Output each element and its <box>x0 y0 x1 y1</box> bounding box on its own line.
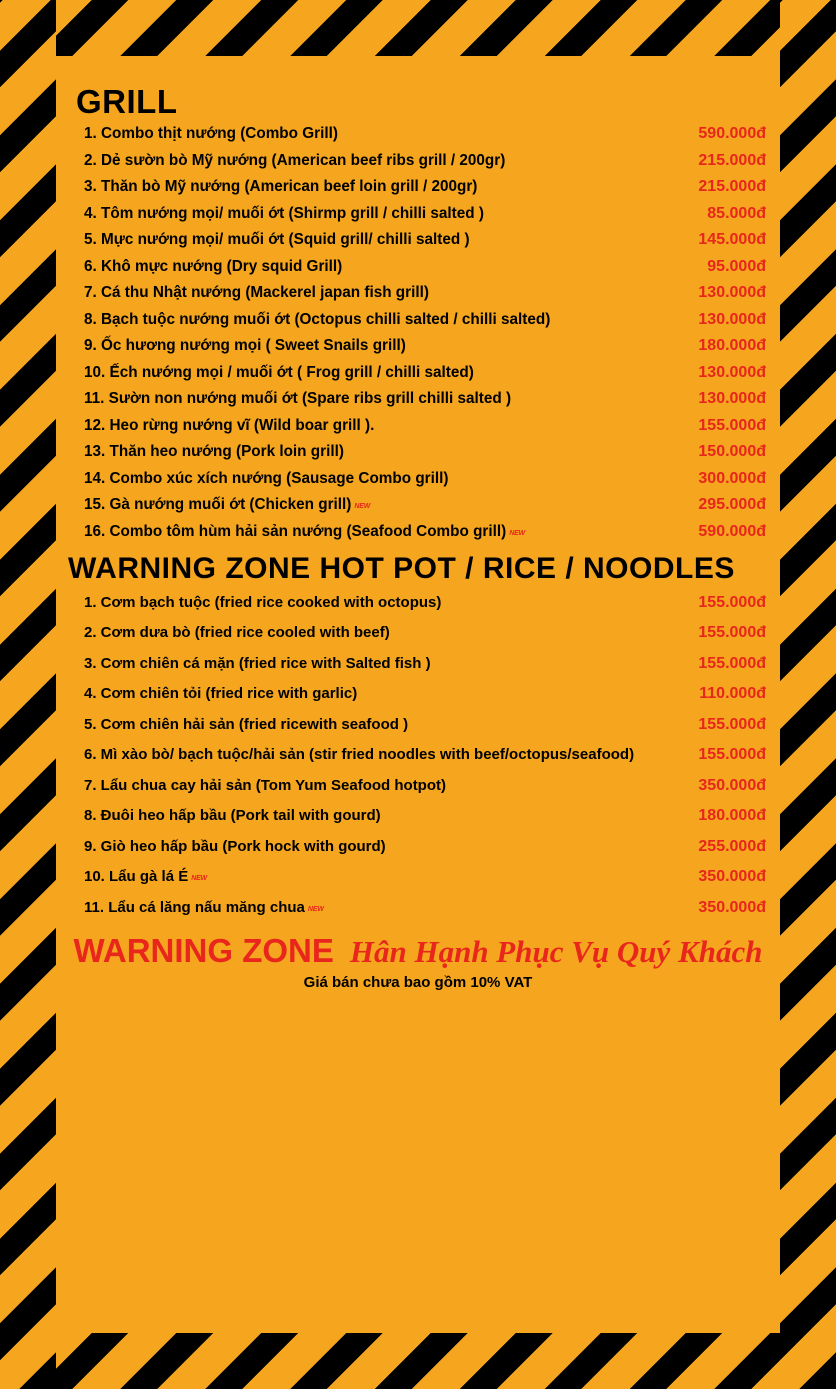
menu-item-name <box>84 497 370 512</box>
menu-item-name: 2. Cơm dưa bò (fried rice cooled with beef) <box>84 624 390 642</box>
menu-item <box>66 418 770 434</box>
menu-item <box>66 839 770 855</box>
menu-item-name: 5. Mực nướng mọi/ muối ớt (Squid grill/ chilli salted ) <box>84 231 470 249</box>
menu-item <box>66 471 770 487</box>
menu-item-label: 15. Gà nướng muối ớt (Chicken grill) <box>84 496 352 514</box>
section-title-hotpot: WARNING ZONE HOT POT / RICE / NOODLES <box>68 551 735 585</box>
menu-item-name: 4. Cơm chiên tỏi (fried rice with garlic) <box>84 685 358 703</box>
menu-item <box>66 869 770 885</box>
menu-item-price: 130.000đ <box>698 310 766 328</box>
menu-item <box>66 625 770 641</box>
new-badge: NEW <box>307 905 324 913</box>
section-title-grill: GRILL <box>76 83 178 120</box>
new-badge: NEW <box>354 503 371 511</box>
menu-item-price: 180.000đ <box>698 337 766 355</box>
hazard-stripe-left <box>0 0 56 1389</box>
menu-item <box>66 524 770 540</box>
menu-item-price: 150.000đ <box>698 443 766 461</box>
menu-item-price: 350.000đ <box>698 898 766 916</box>
hotpot-item-list <box>66 595 770 916</box>
menu-item-name: 8. Bạch tuộc nướng muối ớt (Octopus chilli salted / chilli salted) <box>84 310 551 328</box>
menu-item-price: 350.000đ <box>698 868 766 886</box>
brand-name: WARNING ZONE <box>73 931 334 969</box>
menu-item-name: 8. Đuôi heo hấp bầu (Pork tail with gourd) <box>84 807 381 825</box>
menu-item-price: 155.000đ <box>698 624 766 642</box>
menu-item <box>66 778 770 794</box>
menu-item-price: 155.000đ <box>698 715 766 733</box>
menu-item-label: 10. Lẩu gà lá É <box>84 868 189 886</box>
menu-item-price: 155.000đ <box>698 416 766 434</box>
menu-item-name: 13. Thăn heo nướng (Pork loin grill) <box>84 443 344 461</box>
menu-item-name: 9. Ốc hương nướng mọi ( Sweet Snails grill) <box>84 337 406 355</box>
menu-item <box>66 206 770 222</box>
menu-item-price: 300.000đ <box>698 469 766 487</box>
hazard-stripe-right <box>780 0 836 1389</box>
menu-item-name: 12. Heo rừng nướng vĩ (Wild boar grill ). <box>84 416 375 434</box>
menu-item-price: 85.000đ <box>707 204 766 222</box>
menu-item-name: 11. Sườn non nướng muối ớt (Spare ribs grill chilli salted ) <box>84 390 512 408</box>
menu-item-price: 130.000đ <box>698 284 766 302</box>
menu-item-price: 145.000đ <box>698 231 766 249</box>
menu-item <box>66 285 770 301</box>
menu-item-name: 10. Ếch nướng mọi / muối ớt ( Frog grill / chilli salted) <box>84 363 474 381</box>
menu-item-name: 3. Thăn bò Mỹ nướng (American beef loin grill / 200gr) <box>84 178 478 196</box>
menu-item-price: 130.000đ <box>698 390 766 408</box>
menu-item-name: 1. Cơm bạch tuộc (fried rice cooked with octopus) <box>84 593 442 611</box>
menu-item-name <box>84 869 207 884</box>
new-badge: NEW <box>191 875 207 883</box>
menu-item <box>66 808 770 824</box>
menu-item-name: 6. Mì xào bò/ bạch tuộc/hải sản (stir fried noodles with beef/octopus/seafood) <box>84 746 635 764</box>
menu-item-price: 110.000đ <box>699 685 766 703</box>
menu-content <box>56 56 780 1333</box>
menu-item <box>66 656 770 672</box>
menu-item <box>66 717 770 733</box>
menu-item-price: 590.000đ <box>698 125 766 143</box>
brand-slogan: Hân Hạnh Phục Vụ Quý Khách <box>349 933 763 969</box>
menu-footer <box>66 932 770 991</box>
menu-item-name <box>84 900 324 915</box>
menu-item <box>66 312 770 328</box>
menu-item-name: 4. Tôm nướng mọi/ muối ớt (Shirmp grill / chilli salted ) <box>84 204 484 222</box>
menu-item-name: 6. Khô mực nướng (Dry squid Grill) <box>84 257 343 275</box>
menu-item-price: 350.000đ <box>698 776 766 794</box>
menu-item-price: 95.000đ <box>707 257 766 275</box>
menu-item <box>66 900 770 916</box>
menu-item-label: 16. Combo tôm hùm hải sản nướng (Seafood Combo grill) <box>84 522 507 540</box>
menu-item <box>66 153 770 169</box>
menu-item-price: 295.000đ <box>698 496 766 514</box>
menu-item-name: 1. Combo thịt nướng (Combo Grill) <box>84 125 338 143</box>
menu-item-name: 7. Lẩu chua cay hải sản (Tom Yum Seafood hotpot) <box>84 776 446 794</box>
menu-item-price: 255.000đ <box>698 837 766 855</box>
hazard-stripe-top <box>0 0 836 56</box>
menu-item <box>66 179 770 195</box>
menu-item-name: 9. Giò heo hấp bầu (Pork hock with gourd) <box>84 837 386 855</box>
hazard-stripe-bottom <box>0 1333 836 1389</box>
menu-item-name: 7. Cá thu Nhật nướng (Mackerel japan fish grill) <box>84 284 429 302</box>
menu-item-price: 155.000đ <box>698 593 766 611</box>
grill-item-list <box>66 126 770 540</box>
menu-item-label: 11. Lẩu cá lăng nấu măng chua <box>84 898 305 916</box>
menu-item-price: 180.000đ <box>698 807 766 825</box>
footer-headline <box>66 932 770 970</box>
menu-item-price: 590.000đ <box>698 522 766 540</box>
menu-item-name: 14. Combo xúc xích nướng (Sausage Combo grill) <box>84 469 449 487</box>
menu-item-price: 130.000đ <box>698 363 766 381</box>
menu-item <box>66 747 770 763</box>
vat-note: Giá bán chưa bao gồm 10% VAT <box>303 973 533 991</box>
menu-item-name: 3. Cơm chiên cá mặn (fried rice with Salted fish ) <box>84 654 431 672</box>
menu-item <box>66 126 770 142</box>
menu-item <box>66 365 770 381</box>
menu-item-price: 215.000đ <box>698 178 766 196</box>
menu-item-price: 155.000đ <box>698 746 766 764</box>
menu-item-price: 215.000đ <box>698 151 766 169</box>
new-badge: NEW <box>509 529 525 537</box>
menu-item <box>66 595 770 611</box>
menu-item-name: 2. Dẻ sườn bò Mỹ nướng (American beef ribs grill / 200gr) <box>84 151 506 169</box>
menu-item <box>66 497 770 513</box>
menu-item <box>66 259 770 275</box>
menu-item <box>66 391 770 407</box>
menu-item-name <box>84 524 525 539</box>
menu-item <box>66 444 770 460</box>
menu-item-price: 155.000đ <box>698 654 766 672</box>
menu-item <box>66 232 770 248</box>
menu-item-name: 5. Cơm chiên hải sản (fried ricewith seafood ) <box>84 715 409 733</box>
menu-item <box>66 338 770 354</box>
menu-item <box>66 686 770 702</box>
